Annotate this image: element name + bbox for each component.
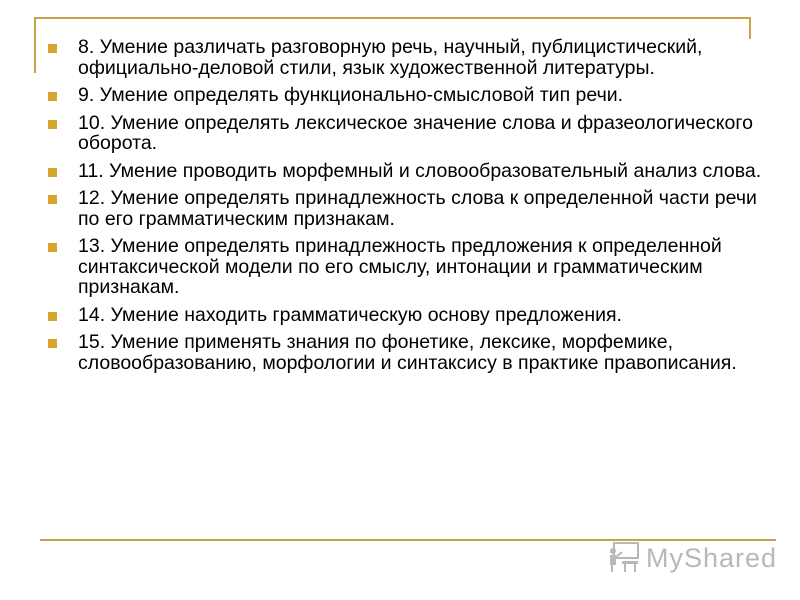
list-item-text: 10. Умение определять лексическое значение слова и фразеологического оборота. (78, 111, 753, 154)
myshared-logo[interactable] (608, 538, 778, 578)
square-bullet-icon (48, 168, 57, 177)
list-item-text: 9. Умение определять функционально-смысловой тип речи. (78, 84, 624, 106)
list-item (48, 161, 778, 182)
square-bullet-icon (48, 92, 57, 101)
top-rule (34, 17, 750, 19)
list-item (48, 236, 778, 298)
logo-text: MyShared (646, 543, 778, 573)
top-left-rule (34, 17, 36, 73)
square-bullet-icon (48, 44, 57, 53)
square-bullet-icon (48, 312, 57, 321)
classroom-presenter-icon (608, 540, 642, 574)
square-bullet-icon (48, 120, 57, 129)
list-item-text: 11. Умение проводить морфемный и словообразовательный анализ слова. (78, 159, 762, 182)
list-item (48, 85, 778, 106)
square-bullet-icon (48, 339, 57, 348)
list-item-text: 15. Умение применять знания по фонетике, лексике, морфемике, словообразованию, морфологии и синтаксису в практике правописания. (78, 331, 737, 374)
list-item (48, 332, 778, 373)
top-right-rule (749, 17, 751, 39)
square-bullet-icon (48, 243, 57, 252)
list-item-text: 13. Умение определять принадлежность предложения к определенной синтаксической модели по его смыслу, интонации и грамматическим признакам. (78, 235, 722, 298)
list-item-text: 12. Умение определять принадлежность слова к определенной части речи по его грамматическим признакам. (78, 187, 757, 230)
list-item (48, 188, 778, 229)
skills-list (48, 37, 778, 380)
list-item (48, 305, 778, 326)
list-item-text: 14. Умение находить грамматическую основу предложения. (78, 303, 622, 326)
list-item-text: 8. Умение различать разговорную речь, научный, публицистический, официально-деловой стили, язык художественной литературы. (78, 36, 703, 79)
list-item (48, 37, 778, 78)
square-bullet-icon (48, 195, 57, 204)
list-item (48, 113, 778, 154)
